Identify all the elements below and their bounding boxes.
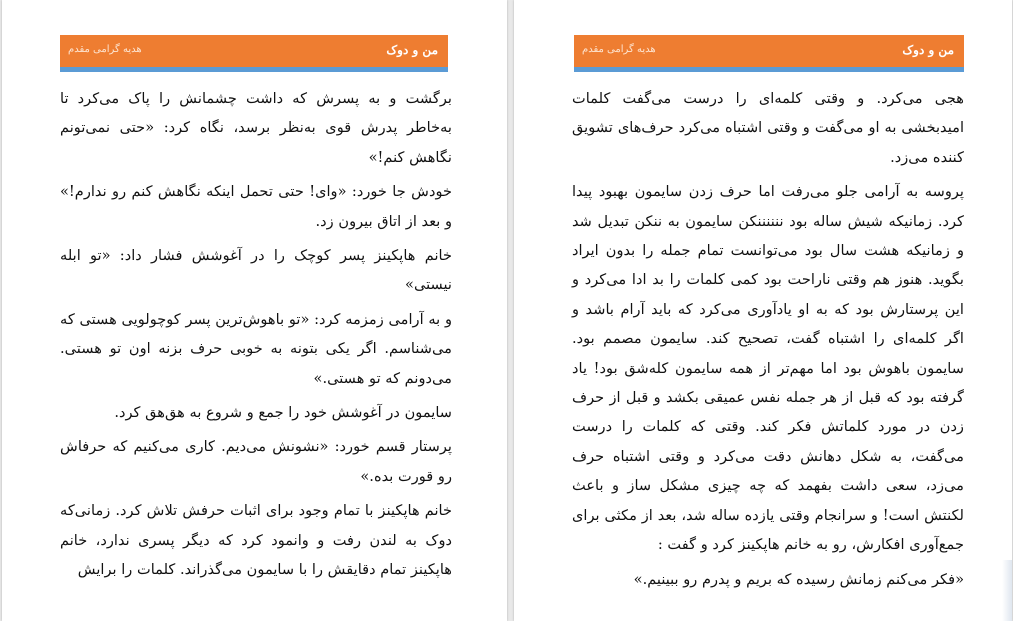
right-page [514, 0, 1012, 621]
paragraph: و به آرامی زمزمه کرد: «تو باهوش‌ترین پسر کوچولویی هستی که می‌شناسم. اگر یکی بتونه به خوبی حرف بزنه اون تو هستی. می‌دونم که تو هستی.» [60, 310, 452, 387]
paragraph: پرستار قسم خورد: «نشونش می‌دیم. کاری می‌کنیم که حرفاش رو قورت بده.» [60, 438, 452, 485]
paragraph: خانم هاپکینز پسر کوچک را در آغوشش فشار داد: «تو ابله نیستی» [60, 247, 452, 294]
paragraph: خانم هاپکینز با تمام وجود برای اثبات حرفش تلاش کرد. زمانی‌که دوک به لندن رفت و وانمود کرد که دیگر پسری ندارد، خانم هاپکینز تمام دقایقش را با سایمون می‌گذراند. کلمات را برایش [60, 502, 452, 579]
paragraph: هجی می‌کرد. و وقتی کلمه‌ای را درست می‌گفت کلمات امیدبخشی به او می‌گفت و وقتی اشتباه می‌کرد حرف‌های تشویق کننده می‌زد. [572, 90, 964, 166]
left-header-title: من و دوک [386, 43, 438, 57]
left-page-header [60, 35, 448, 72]
right-page-header [574, 35, 964, 72]
left-page [2, 0, 507, 621]
page-edge-shadow [1002, 560, 1012, 621]
left-page-body [60, 84, 452, 585]
paragraph: «فکر می‌کنم زمانش رسیده که بریم و پدرم رو ببینیم.» [633, 570, 964, 588]
paragraph: سایمون در آغوشش خود را جمع و شروع به هق‌هق کرد. [114, 404, 452, 422]
paragraph: برگشت و به پسرش که داشت چشمانش را پاک می‌کرد تا به‌خاطر پدرش قوی به‌نظر برسد، نگاه کرد: «حتی نمی‌تونم نگاهش کنم!» [60, 90, 452, 166]
paragraph: خودش جا خورد: «وای! حتی تحمل اینکه نگاهش کنم رو ندارم!» و بعد از اتاق بیرون زد. [60, 183, 452, 230]
right-page-body [572, 84, 964, 594]
right-header-title: من و دوک [902, 43, 954, 57]
paragraph: پروسه به آرامی جلو می‌رفت اما حرف زدن سایمون بهبود پیدا کرد. زمانیکه شیش ساله بود ننننننکن سایمون به ننکن تبدیل شد و زمانیکه هشت سال بود می‌توانست تمام جمله را بدون ایراد بگوید. هنوز هم وقتی ناراحت بود کمی کلمات را بد ادا می‌کرد و این پرستارش بود که به او یادآوری می‌کرد که باید آرام باشد و اگر کلمه‌ای را اشتباه گفت، تصحیح کند. سایمون مصمم بود. سایمون باهوش بود اما مهم‌تر از همه سایمون کله‌شق بود! یاد گرفته بود که قبل از هر جمله نفس عمیقی بکشد و قبل از حرف زدن در مورد کلماتش فکر کند. وقتی که کلمات را درست می‌گفت، به شکل دهانش دقت می‌کرد و وقتی اشتباه حرف می‌زد، سعی داشت بفهمد که چه چیزی مشکل ساز و باعث لکنتش است! و سرانجام وقتی یازده ساله شد، بعد از مکثی برای جمع‌آوری افکارش، رو به خانم هاپکینز کرد و گفت : [572, 183, 964, 554]
left-header-subtitle: هدیه گرامی مقدم [68, 44, 142, 55]
right-header-subtitle: هدیه گرامی مقدم [582, 44, 656, 55]
